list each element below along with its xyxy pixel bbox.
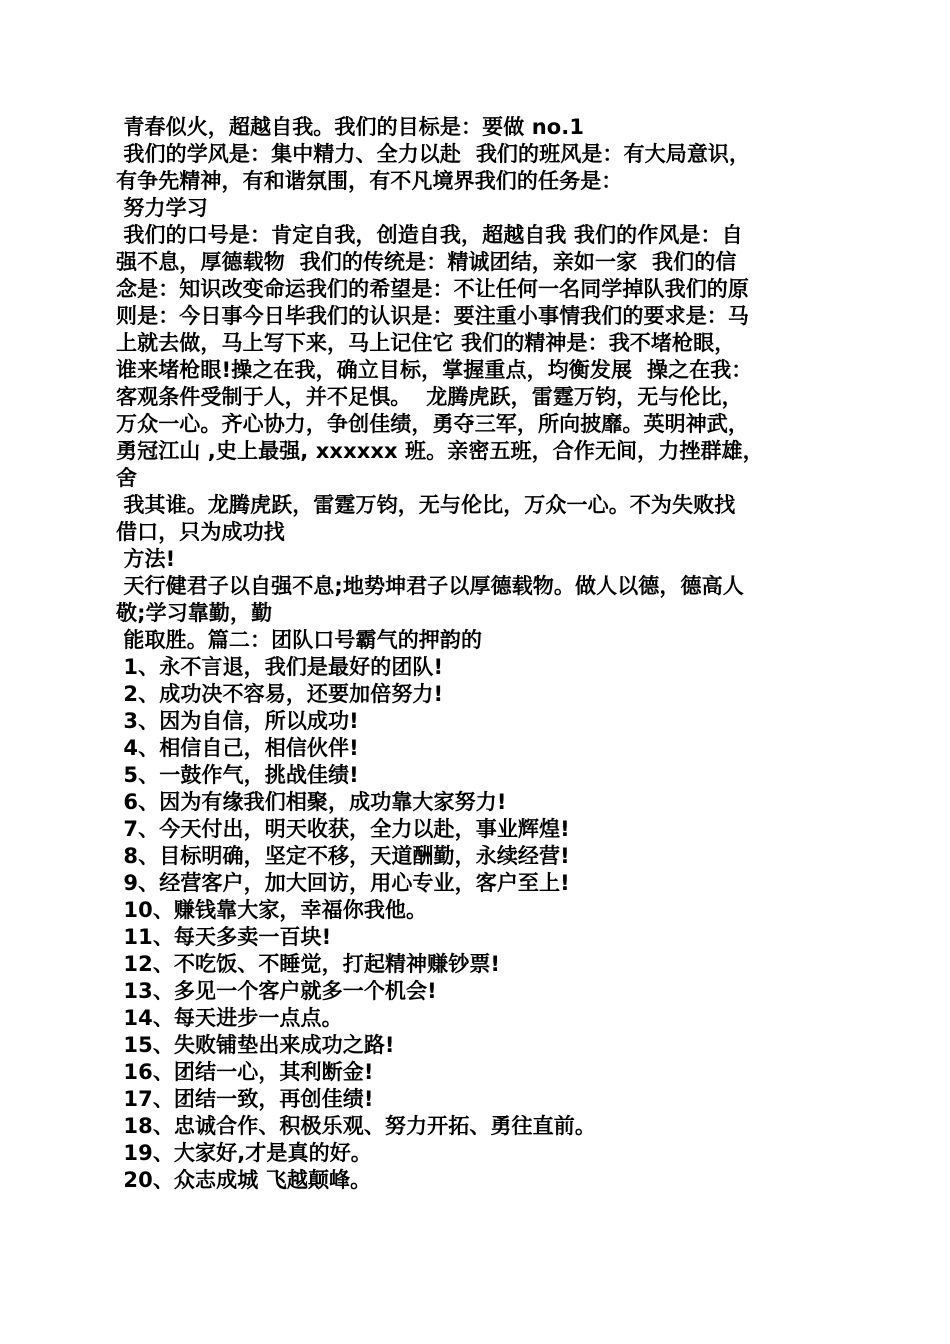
text-line: 借口，只为成功找 xyxy=(116,520,285,544)
text-line: 则是：今日事今日毕我们的认识是：要注重小事情我们的要求是：马 xyxy=(116,304,749,328)
text-line: 舍 xyxy=(116,466,138,490)
text-line: 敬;学习靠勤，勤 xyxy=(116,601,273,625)
text-line: 天行健君子以自强不息;地势坤君子以厚德载物。做人以德，德高人 xyxy=(116,574,744,598)
list-item: 17、团结一致，再创佳绩! xyxy=(116,1087,374,1111)
text-line: 努力学习 xyxy=(116,196,208,220)
text-line: 方法! xyxy=(116,547,176,571)
list-item: 4、相信自己，相信伙伴! xyxy=(116,736,359,760)
text-line: 念是：知识改变命运我们的希望是：不让任何一名同学掉队我们的原 xyxy=(116,277,749,301)
list-item: 15、失败铺垫出来成功之路! xyxy=(116,1033,395,1057)
list-item: 16、团结一心，其利断金! xyxy=(116,1060,374,1084)
list-item: 1、永不言退，我们是最好的团队! xyxy=(116,655,444,679)
list-item: 3、因为自信，所以成功! xyxy=(116,709,359,733)
list-item: 11、每天多卖一百块! xyxy=(116,925,332,949)
list-item: 2、成功决不容易，还要加倍努力! xyxy=(116,682,444,706)
text-line: 我们的学风是：集中精力、全力以赴 我们的班风是：有大局意识， xyxy=(116,142,751,166)
list-item: 20、众志成城 飞越颠峰。 xyxy=(116,1168,372,1192)
document-page xyxy=(116,114,836,1194)
list-item: 9、经营客户，加大回访，用心专业，客户至上! xyxy=(116,871,570,895)
list-item: 12、不吃饭、不睡觉，打起精神赚钞票! xyxy=(116,952,501,976)
list-item: 10、赚钱靠大家，幸福你我他。 xyxy=(116,898,428,922)
text-line: 我其谁。龙腾虎跃，雷霆万钧，无与伦比，万众一心。不为失败找 xyxy=(116,493,736,517)
text-line: 青春似火，超越自我。我们的目标是：要做 no.1 xyxy=(116,115,585,139)
text-line: 上就去做，马上写下来，马上记住它 我们的精神是：我不堵枪眼， xyxy=(116,331,736,355)
list-item: 13、多见一个客户就多一个机会! xyxy=(116,979,437,1003)
text-line: 客观条件受制于人，并不足惧。 龙腾虎跃，雷霆万钧，无与伦比， xyxy=(116,385,743,409)
list-item: 7、今天付出，明天收获，全力以赴，事业辉煌! xyxy=(116,817,570,841)
text-line: 强不息，厚德载物 我们的传统是：精诚团结，亲如一家 我们的信 xyxy=(116,250,737,274)
document-body xyxy=(116,114,836,654)
text-line: 万众一心。齐心协力，争创佳绩，勇夺三军，所向披靡。英明神武， xyxy=(116,412,749,436)
list-item: 19、大家好,才是真的好。 xyxy=(116,1141,372,1165)
list-item: 18、忠诚合作、积极乐观、努力开拓、勇往直前。 xyxy=(116,1114,596,1138)
text-line: 能取胜。篇二：团队口号霸气的押韵的 xyxy=(116,628,483,652)
text-line: 有争先精神，有和谐氛围，有不凡境界我们的任务是： xyxy=(116,169,623,193)
text-line: 勇冠江山 ,史上最强, xxxxxx 班。亲密五班，合作无间，力挫群雄， xyxy=(116,439,764,463)
list-item: 5、一鼓作气，挑战佳绩! xyxy=(116,763,359,787)
text-line: 谁来堵枪眼!操之在我，确立目标，掌握重点，均衡发展 操之在我： xyxy=(116,358,753,382)
list-item: 6、因为有缘我们相聚，成功靠大家努力! xyxy=(116,790,507,814)
list-item: 8、目标明确，坚定不移，天道酬勤，永续经营! xyxy=(116,844,570,868)
slogan-list xyxy=(116,654,836,1194)
list-item: 14、每天进步一点点。 xyxy=(116,1006,343,1030)
text-line: 我们的口号是：肯定自我，创造自我，超越自我 我们的作风是：自 xyxy=(116,223,743,247)
